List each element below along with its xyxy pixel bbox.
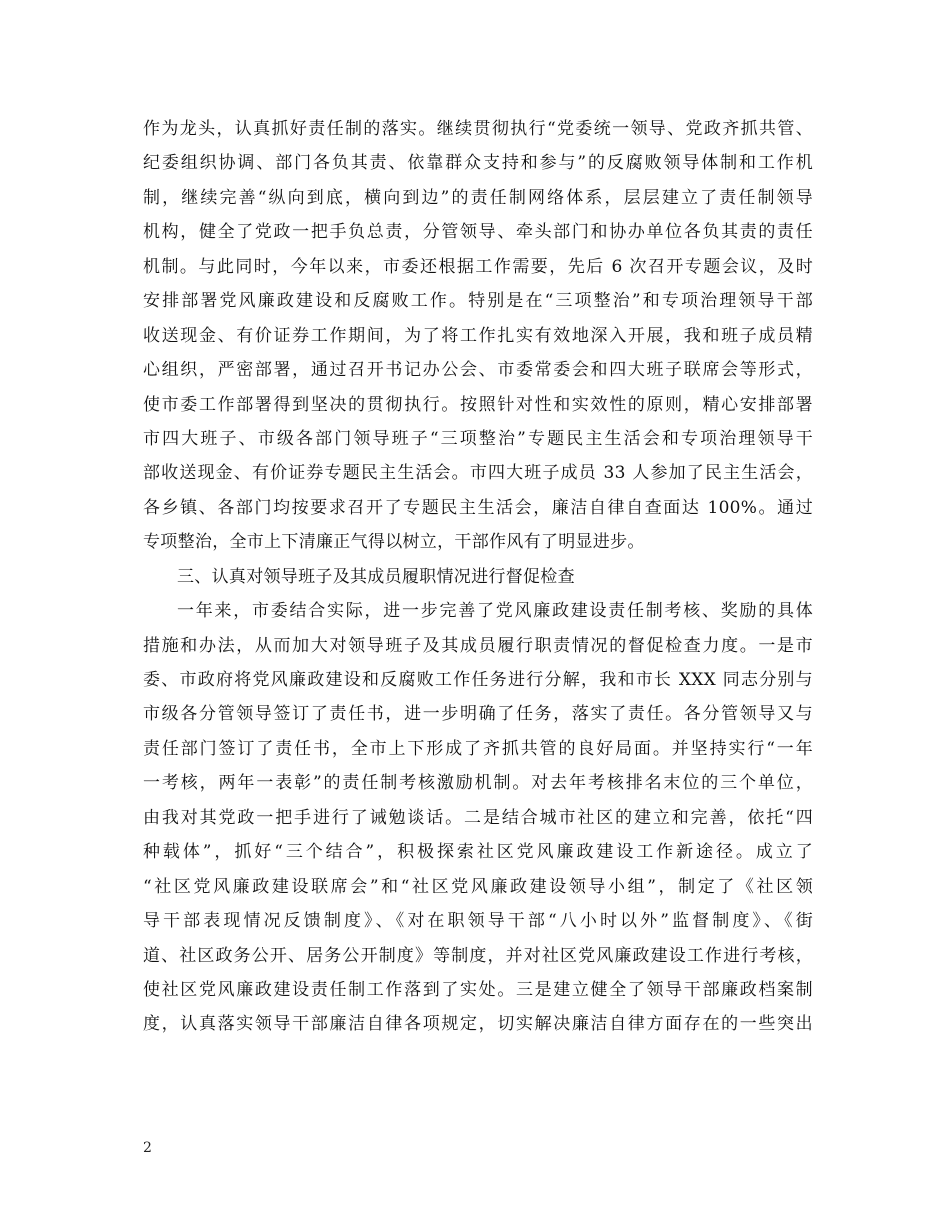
text-line: 各乡镇、各部门均按要求召开了专题民主生活会，廉洁自律自查面达 100%。通过	[143, 497, 813, 518]
text-line: 一考核，两年一表彰”的责任制考核激励机制。对去年考核排名末位的三个单位，	[143, 773, 813, 794]
text-line: 机制。与此同时，今年以来，市委还根据工作需要，先后 6 次召开专题会议，及时	[143, 256, 813, 277]
text-line: 收送现金、有价证券工作期间，为了将工作扎实有效地深入开展，我和班子成员精	[143, 325, 813, 346]
text-line: 市级各分管领导签订了责任书，进一步明确了任务，落实了责任。各分管领导又与	[143, 704, 813, 725]
text-line: 使市委工作部署得到坚决的贯彻执行。按照针对性和实效性的原则，精心安排部署	[143, 394, 813, 415]
text-line: 由我对其党政一把手进行了诫勉谈话。二是结合城市社区的建立和完善，依托“四	[143, 807, 813, 828]
text-line: 责任部门签订了责任书，全市上下形成了齐抓共管的良好局面。并坚持实行“一年	[143, 738, 813, 759]
text-line: 部收送现金、有价证券专题民主生活会。市四大班子成员 33 人参加了民主生活会，	[143, 463, 813, 484]
section-heading: 三、认真对领导班子及其成员履职情况进行督促检查	[177, 566, 575, 587]
body-text	[143, 112, 813, 1042]
text-line: 导干部表现情况反馈制度》、《对在职领导干部“八小时以外”监督制度》、《街	[143, 911, 813, 932]
text-line: 使社区党风廉政建设责任制工作落到了实处。三是建立健全了领导干部廉政档案制	[143, 979, 813, 1000]
page-number: 2	[143, 1140, 152, 1156]
text-line: 市四大班子、市级各部门领导班子“三项整治”专题民主生活会和专项治理领导干	[143, 428, 813, 449]
paragraph-end-line: 专项整治，全市上下清廉正气得以树立，干部作风有了明显进步。	[143, 532, 645, 553]
text-line: 措施和办法，从而加大对领导班子及其成员履行职责情况的督促检查力度。一是市	[143, 635, 813, 656]
text-line: 机构，健全了党政一把手负总责，分管领导、牵头部门和协办单位各负其责的责任	[143, 222, 813, 243]
text-line: 安排部署党风廉政建设和反腐败工作。特别是在“三项整治”和专项治理领导干部	[143, 291, 813, 312]
text-line: 心组织，严密部署，通过召开书记办公会、市委常委会和四大班子联席会等形式，	[143, 360, 813, 381]
text-line: 种载体”，抓好“三个结合”，积极探索社区党风廉政建设工作新途径。成立了	[143, 842, 813, 863]
paragraph-first-line: 一年来，市委结合实际，进一步完善了党风廉政建设责任制考核、奖励的具体	[177, 601, 813, 622]
text-line: 委、市政府将党风廉政建设和反腐败工作任务进行分解，我和市长 XXX 同志分别与	[143, 670, 813, 690]
text-line: 度，认真落实领导干部廉洁自律各项规定，切实解决廉洁自律方面存在的一些突出	[143, 1014, 813, 1035]
text-line: 作为龙头，认真抓好责任制的落实。继续贯彻执行“党委统一领导、党政齐抓共管、	[143, 119, 813, 139]
text-line: 制，继续完善“纵向到底，横向到边”的责任制网络体系，层层建立了责任制领导	[143, 187, 813, 208]
text-line: 道、社区政务公开、居务公开制度》等制度，并对社区党风廉政建设工作进行考核，	[143, 945, 813, 966]
text-line: “社区党风廉政建设联席会”和“社区党风廉政建设领导小组”，制定了《社区领	[143, 876, 813, 897]
text-line: 纪委组织协调、部门各负其责、依靠群众支持和参与”的反腐败领导体制和工作机	[143, 153, 813, 174]
